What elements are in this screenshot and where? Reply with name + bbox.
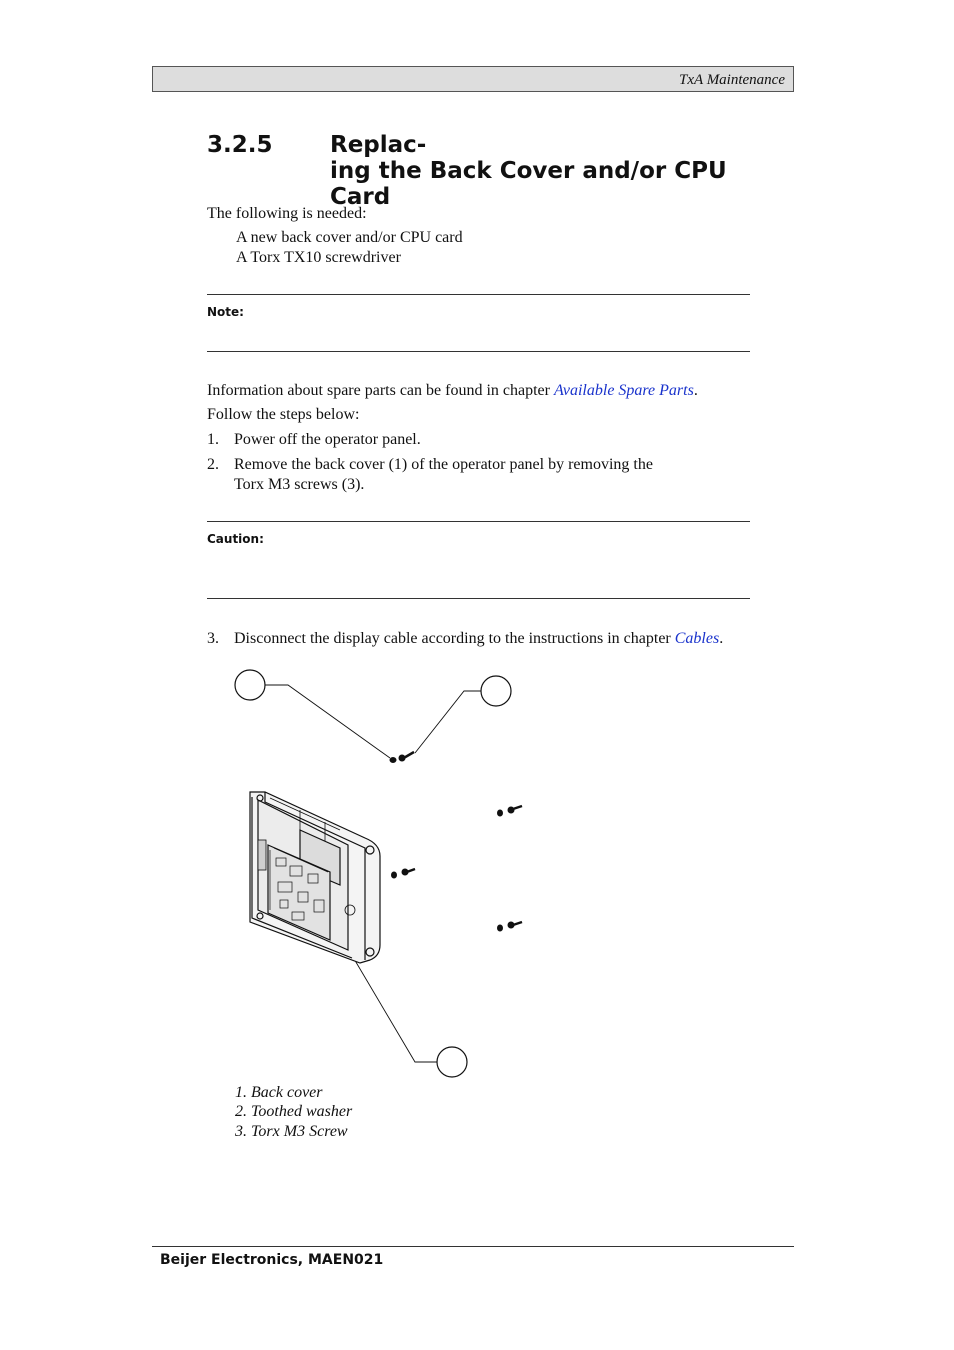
header-title: TxA Maintenance — [679, 72, 785, 88]
caution-bottom-rule — [207, 598, 750, 599]
spare-parts-suffix: . — [693, 382, 698, 399]
figure-caption-item: 1. Back cover — [235, 1084, 323, 1101]
needed-item: A Torx TX10 screwdriver — [236, 249, 401, 266]
step-number: 1. — [207, 431, 219, 448]
spare-parts-prefix: Information about spare parts can be found in chapter — [207, 382, 554, 399]
screw-right-bottom — [498, 922, 523, 931]
callout-circle-1 — [235, 670, 265, 700]
footer-text: Beijer Electronics, MAEN021 — [160, 1252, 384, 1268]
step-number: 2. — [207, 456, 219, 473]
screw-group-top — [390, 752, 414, 763]
step-text-line2: Torx M3 screws (3). — [234, 476, 365, 493]
section-number: 3.2.5 — [207, 132, 273, 158]
available-spare-parts-link[interactable]: Available Spare Parts — [553, 382, 694, 399]
section-title — [330, 132, 770, 210]
page-header — [152, 66, 794, 92]
step-text — [234, 629, 723, 649]
step-number: 3. — [207, 630, 219, 647]
caution-label: Caution: — [207, 532, 264, 546]
back-cover-housing — [250, 792, 380, 963]
needed-item: A new back cover and/or CPU card — [236, 229, 463, 246]
figure-caption-item: 3. Torx M3 Screw — [235, 1123, 348, 1140]
callout-circle-3 — [437, 1047, 467, 1077]
note-label: Note: — [207, 305, 244, 319]
step-3-prefix: Disconnect the display cable according to the instructions in chapter — [234, 630, 675, 647]
section-title-line1: Replac- — [330, 132, 427, 158]
cables-link[interactable]: Cables — [674, 630, 720, 647]
figure-caption-item: 2. Toothed washer — [235, 1103, 353, 1120]
spare-parts-text — [207, 381, 698, 401]
follow-steps-text: Follow the steps below: — [207, 406, 360, 423]
screw-middle — [392, 869, 416, 878]
step-3-suffix: . — [719, 630, 724, 647]
screw-right-top — [498, 806, 523, 816]
caution-top-rule — [207, 521, 750, 522]
back-cover-illustration — [230, 660, 550, 1085]
section-title-line2: ing the Back Cover and/or CPU Card — [330, 158, 727, 210]
step-text-line1: Remove the back cover (1) of the operator panel by removing the — [234, 456, 653, 473]
footer-rule — [152, 1246, 794, 1247]
needed-intro: The following is needed: — [207, 205, 367, 222]
callout-circle-2 — [481, 676, 511, 706]
step-text: Power off the operator panel. — [234, 431, 421, 448]
note-bottom-rule — [207, 351, 750, 352]
note-top-rule — [207, 294, 750, 295]
